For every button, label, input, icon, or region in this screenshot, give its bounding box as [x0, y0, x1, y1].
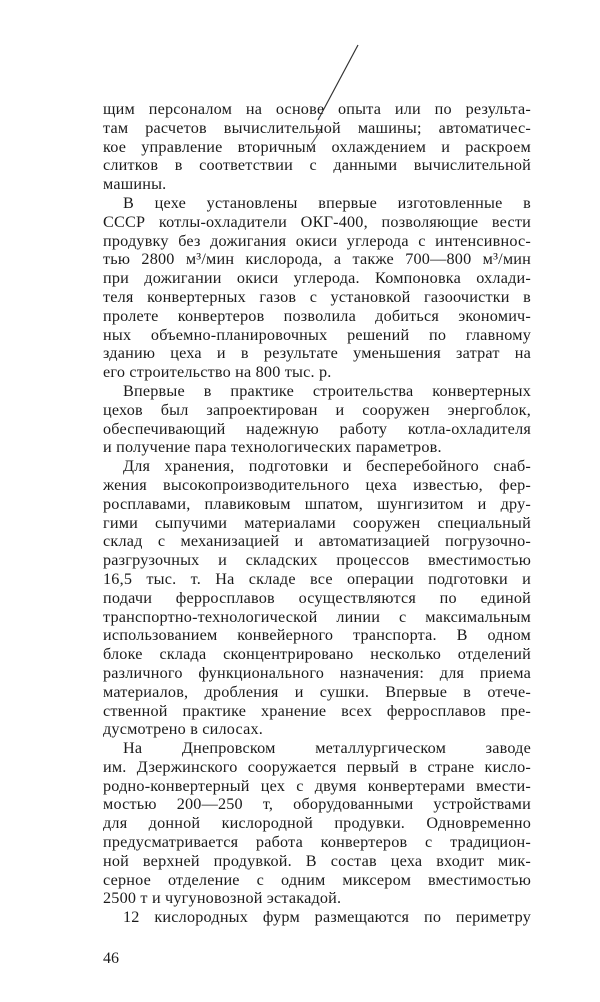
text-line: ственной практике хранение всех ферросплавов пре- [103, 701, 531, 720]
text-line: транспортно-технологической линии с максимальным [103, 607, 531, 626]
text-line: склад с механизацией и автоматизацией погрузочно- [103, 532, 531, 551]
text-line: 2500 т и чугуновозной эстакадой. [103, 889, 342, 908]
text-line: его строительство на 800 тыс. р. [103, 363, 332, 382]
text-line: 16,5 тыс. т. На складе все операции подготовки и [103, 569, 531, 588]
paragraph [103, 100, 531, 194]
text-line: ной верхней продувкой. В состав цеха входит мик- [103, 851, 531, 870]
text-line: Впервые в практике строительства конвертерных [123, 381, 531, 400]
text-line: кое управление вторичным охлаждением и раскроем [103, 137, 531, 156]
text-line: цехов был запроектирован и сооружен энергоблок, [103, 400, 531, 419]
text-line: ных объемно-планировочных решений по главному [103, 325, 531, 344]
text-line: серное отделение с одним миксером вместимостью [103, 870, 531, 889]
paragraph [103, 194, 531, 382]
body-text [103, 100, 531, 927]
text-line: и получение пара технологических параметров. [103, 438, 442, 457]
text-line: слитков в соответствии с данными вычислительной [103, 156, 531, 175]
paragraph [103, 457, 531, 739]
text-line: машины. [103, 175, 167, 194]
text-line: там расчетов вычислительной машины; автоматичес- [103, 118, 531, 137]
text-line: различного функционального назначения: для приема [103, 663, 531, 682]
text-line: подачи ферросплавов осуществляются по единой [103, 588, 531, 607]
text-line: Для хранения, подготовки и бесперебойного снаб- [123, 457, 531, 476]
text-line: родно-конвертерный цех с двумя конвертерами вмести- [103, 776, 531, 795]
text-line: теля конвертерных газов с установкой газоочистки в [103, 287, 531, 306]
text-line: им. Дзержинского сооружается первый в стране кисло- [103, 757, 531, 776]
text-line: разгрузочных и складских процессов вместимостью [103, 551, 531, 570]
text-line: зданию цеха и в результате уменьшения затрат на [103, 344, 531, 363]
text-line: использованием конвейерного транспорта. В одном [103, 626, 531, 645]
page-number: 46 [103, 950, 119, 967]
text-line: предусматривается работа конвертеров с традицион- [103, 833, 531, 852]
paragraph [103, 382, 531, 457]
text-line: СССР котлы-охладители ОКГ-400, позволяющие вести [103, 212, 531, 231]
text-line: обеспечивающий надежную работу котла-охладителя [103, 419, 531, 438]
text-line: материалов, дробления и сушки. Впервые в отече- [103, 682, 531, 701]
text-line: продувку без дожигания окиси углерода с интенсивнос- [103, 231, 531, 250]
text-line: пролете конвертеров позволила добиться экономич- [103, 306, 531, 325]
text-line: росплавами, плавиковым шпатом, шунгизитом и дру- [103, 494, 531, 513]
paragraph [103, 908, 531, 927]
text-line: при дожигании окиси углерода. Компоновка охлади- [103, 269, 531, 288]
text-line: На Днепровском металлургическом заводе [123, 739, 531, 758]
text-line: дусмотрено в силосах. [103, 720, 264, 739]
text-line: для донной кислородной продувки. Одновременно [103, 814, 531, 833]
text-line: гими сыпучими материалами сооружен специальный [103, 513, 531, 532]
text-line: тью 2800 м³/мин кислорода, а также 700—800 м³/мин [103, 250, 531, 269]
text-line: щим персоналом на основе опыта или по результа- [103, 100, 531, 118]
text-line: жения высокопроизводительного цеха известью, фер- [103, 475, 531, 494]
text-line: В цехе установлены впервые изготовленные в [123, 193, 531, 212]
paragraph [103, 739, 531, 908]
text-line: мостью 200—250 т, оборудованными устройствами [103, 795, 531, 814]
text-line: блоке склада сконцентрировано несколько отделений [103, 645, 531, 664]
text-line: 12 кислородных фурм размещаются по периметру [123, 908, 531, 927]
